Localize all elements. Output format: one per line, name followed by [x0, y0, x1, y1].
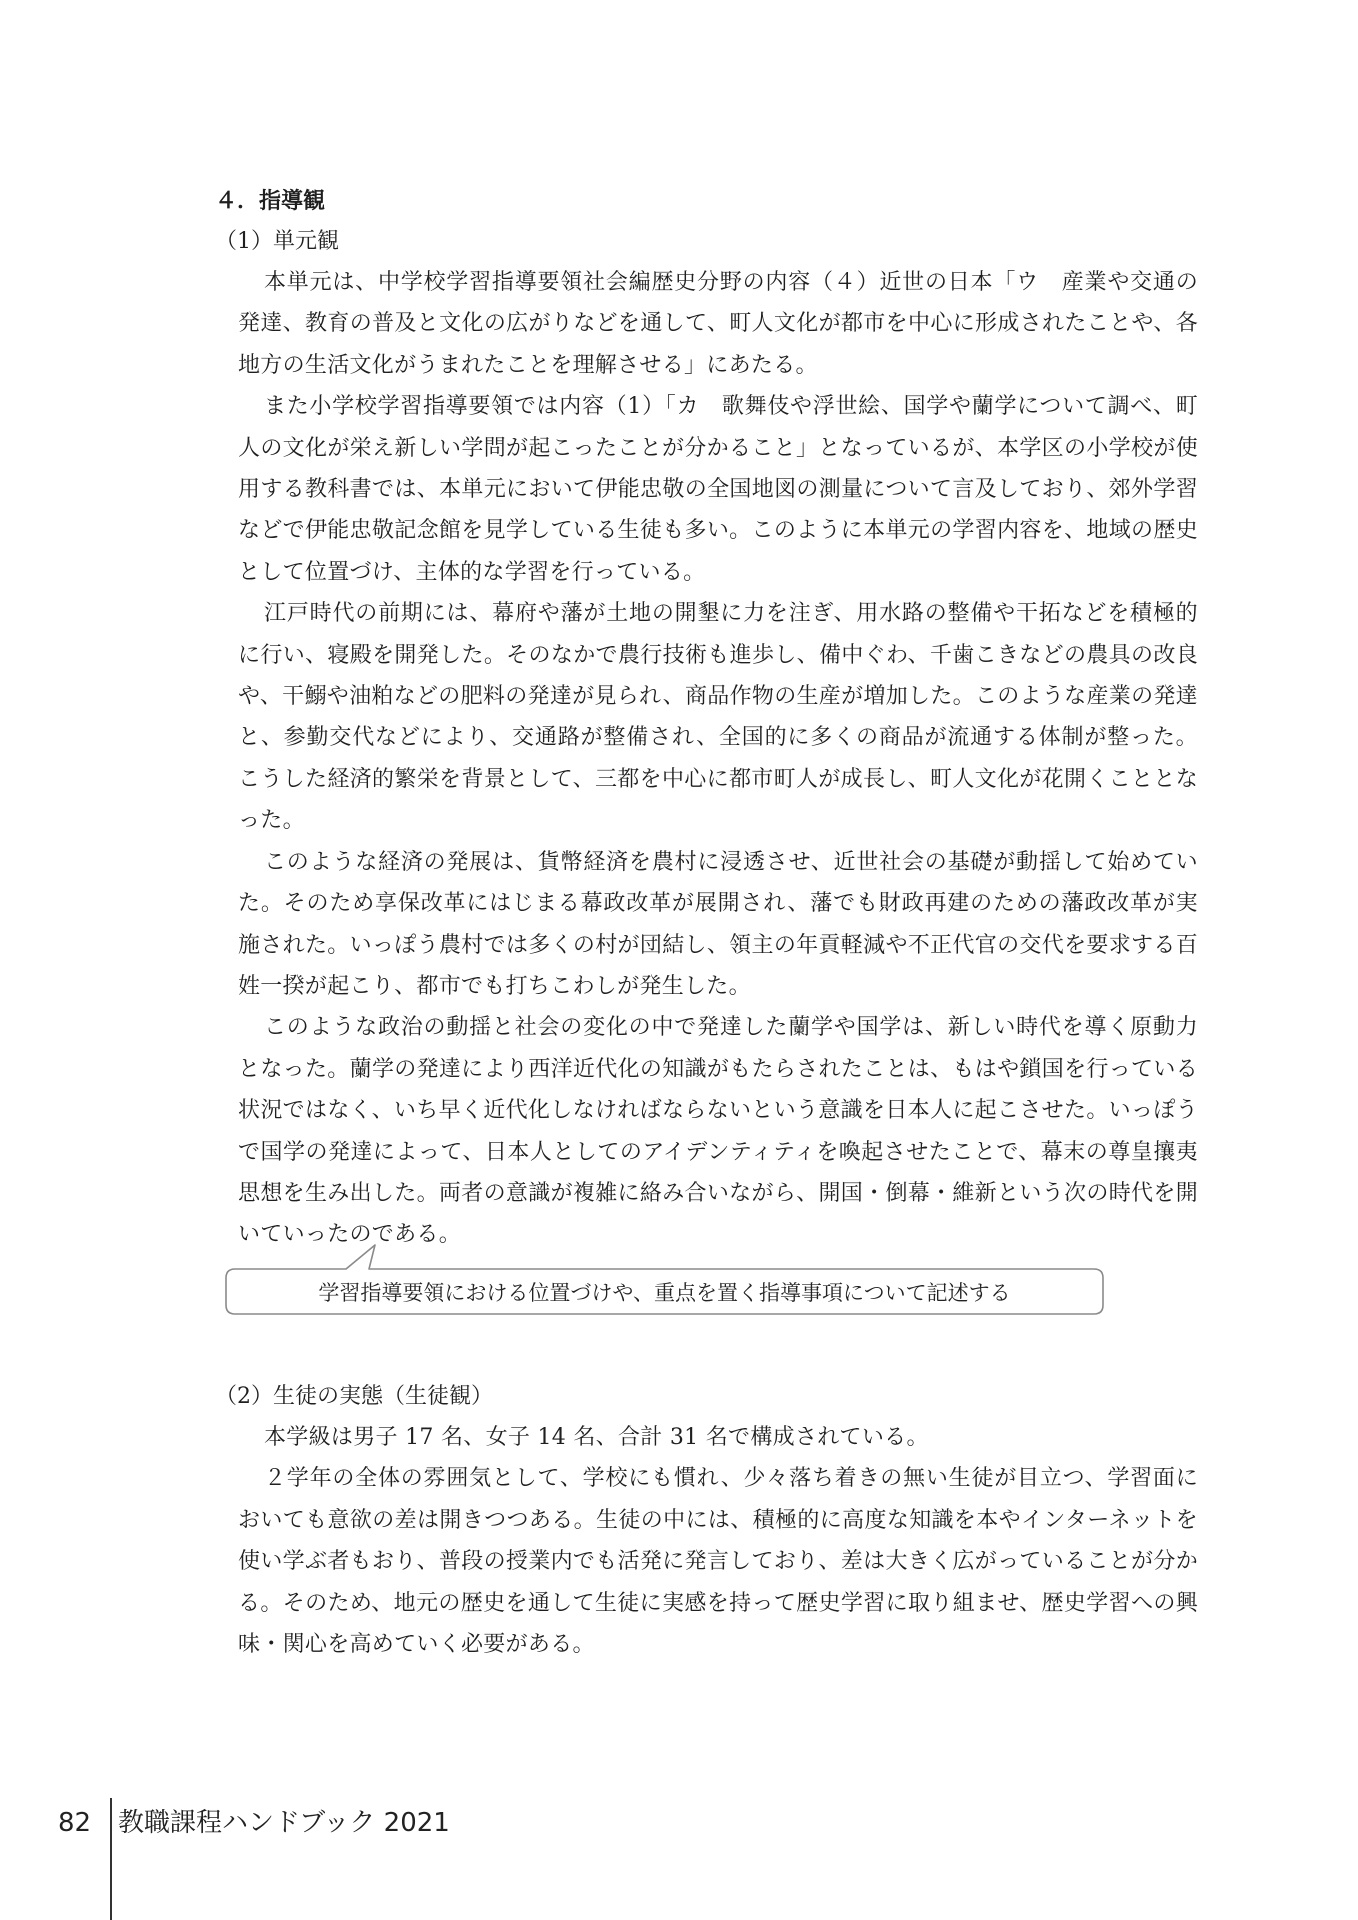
- paragraph: このような経済の発展は、貨幣経済を農村に浸透させ、近世社会の基礎が動揺して始めていた。そのため享保改革にはじまる幕政改革が展開され、藩でも財政再建のための藩政改革が実施された。いっぽう農村では多くの村が団結し、領主の年貢軽減や不正代官の交代を要求する百姓一揆が起こり、都市でも打ちこわしが発生した。: [238, 849, 1198, 999]
- subsection-heading-unit-view: （1）単元観: [215, 229, 339, 254]
- paragraph: このような政治の動揺と社会の変化の中で発達した蘭学や国学は、新しい時代を導く原動力となった。蘭学の発達により西洋近代化の知識がもたらされたことは、もはや鎖国を行っている状況ではなく、いち早く近代化しなければならないという意識を日本人に起こさせた。いっぽうで国学の発達によって、日本人としてのアイデンティティを喚起させたことで、幕末の尊皇攘夷思想を生み出した。両者の意識が複雑に絡み合いながら、開国・倒幕・維新という次の時代を開いていったのである。: [238, 1015, 1198, 1248]
- footer-divider: [110, 1798, 112, 1920]
- paragraph: 本単元は、中学校学習指導要領社会編歴史分野の内容（４）近世の日本「ウ 産業や交通の発達、教育の普及と文化の広がりなどを通して、町人文化が都市を中心に形成されたことや、各地方の生活文化がうまれたことを理解させる」にあたる。: [238, 270, 1198, 378]
- callout-text: 学習指導要領における位置づけや、重点を置く指導事項について記述する: [318, 1281, 1011, 1305]
- student-view-body: [238, 1417, 1198, 1665]
- paragraph: また小学校学習指導要領では内容（1）「カ 歌舞伎や浮世絵、国学や蘭学について調べ、町人の文化が栄え新しい学問が起こったことが分かること」となっているが、本学区の小学校が使用する教科書では、本単元において伊能忠敬の全国地図の測量について言及しており、郊外学習などで伊能忠敬記念館を見学している生徒も多い。このように本単元の学習内容を、地域の歴史として位置づけ、主体的な学習を行っている。: [238, 394, 1198, 585]
- page-footer: [58, 1803, 450, 1843]
- paragraph: 本学級は男子 17 名、女子 14 名、合計 31 名で構成されている。: [264, 1425, 929, 1450]
- section-heading: ４．指導観: [215, 189, 326, 214]
- paragraph: ２学年の全体の雰囲気として、学校にも慣れ、少々落ち着きの無い生徒が目立つ、学習面においても意欲の差は開きつつある。生徒の中には、積極的に高度な知識を本やインターネットを使い学ぶ者もおり、普段の授業内でも活発に発言しており、差は大きく広がっていることが分かる。そのため、地元の歴史を通して生徒に実感を持って歴史学習に取り組ませ、歴史学習への興味・関心を高めていく必要がある。: [238, 1466, 1198, 1658]
- paragraph: 江戸時代の前期には、幕府や藩が土地の開墾に力を注ぎ、用水路の整備や干拓などを積極的に行い、寝殿を開発した。そのなかで農行技術も進歩し、備中ぐわ、千歯こきなどの農具の改良や、干鰯や油粕などの肥料の発達が見られ、商品作物の生産が増加した。このような産業の発達と、参勤交代などにより、交通路が整備され、全国的に多くの商品が流通する体制が整った。こうした経済的繁栄を背景として、三都を中心に都市町人が成長し、町人文化が花開くこととなった。: [238, 601, 1198, 834]
- unit-view-body: [238, 262, 1198, 1256]
- book-title: 教職課程ハンドブック 2021: [118, 1808, 450, 1838]
- page-number: 82: [58, 1808, 92, 1838]
- subsection-heading-student-view: （2）生徒の実態（生徒観）: [215, 1384, 493, 1409]
- annotation-callout: [223, 1261, 1106, 1317]
